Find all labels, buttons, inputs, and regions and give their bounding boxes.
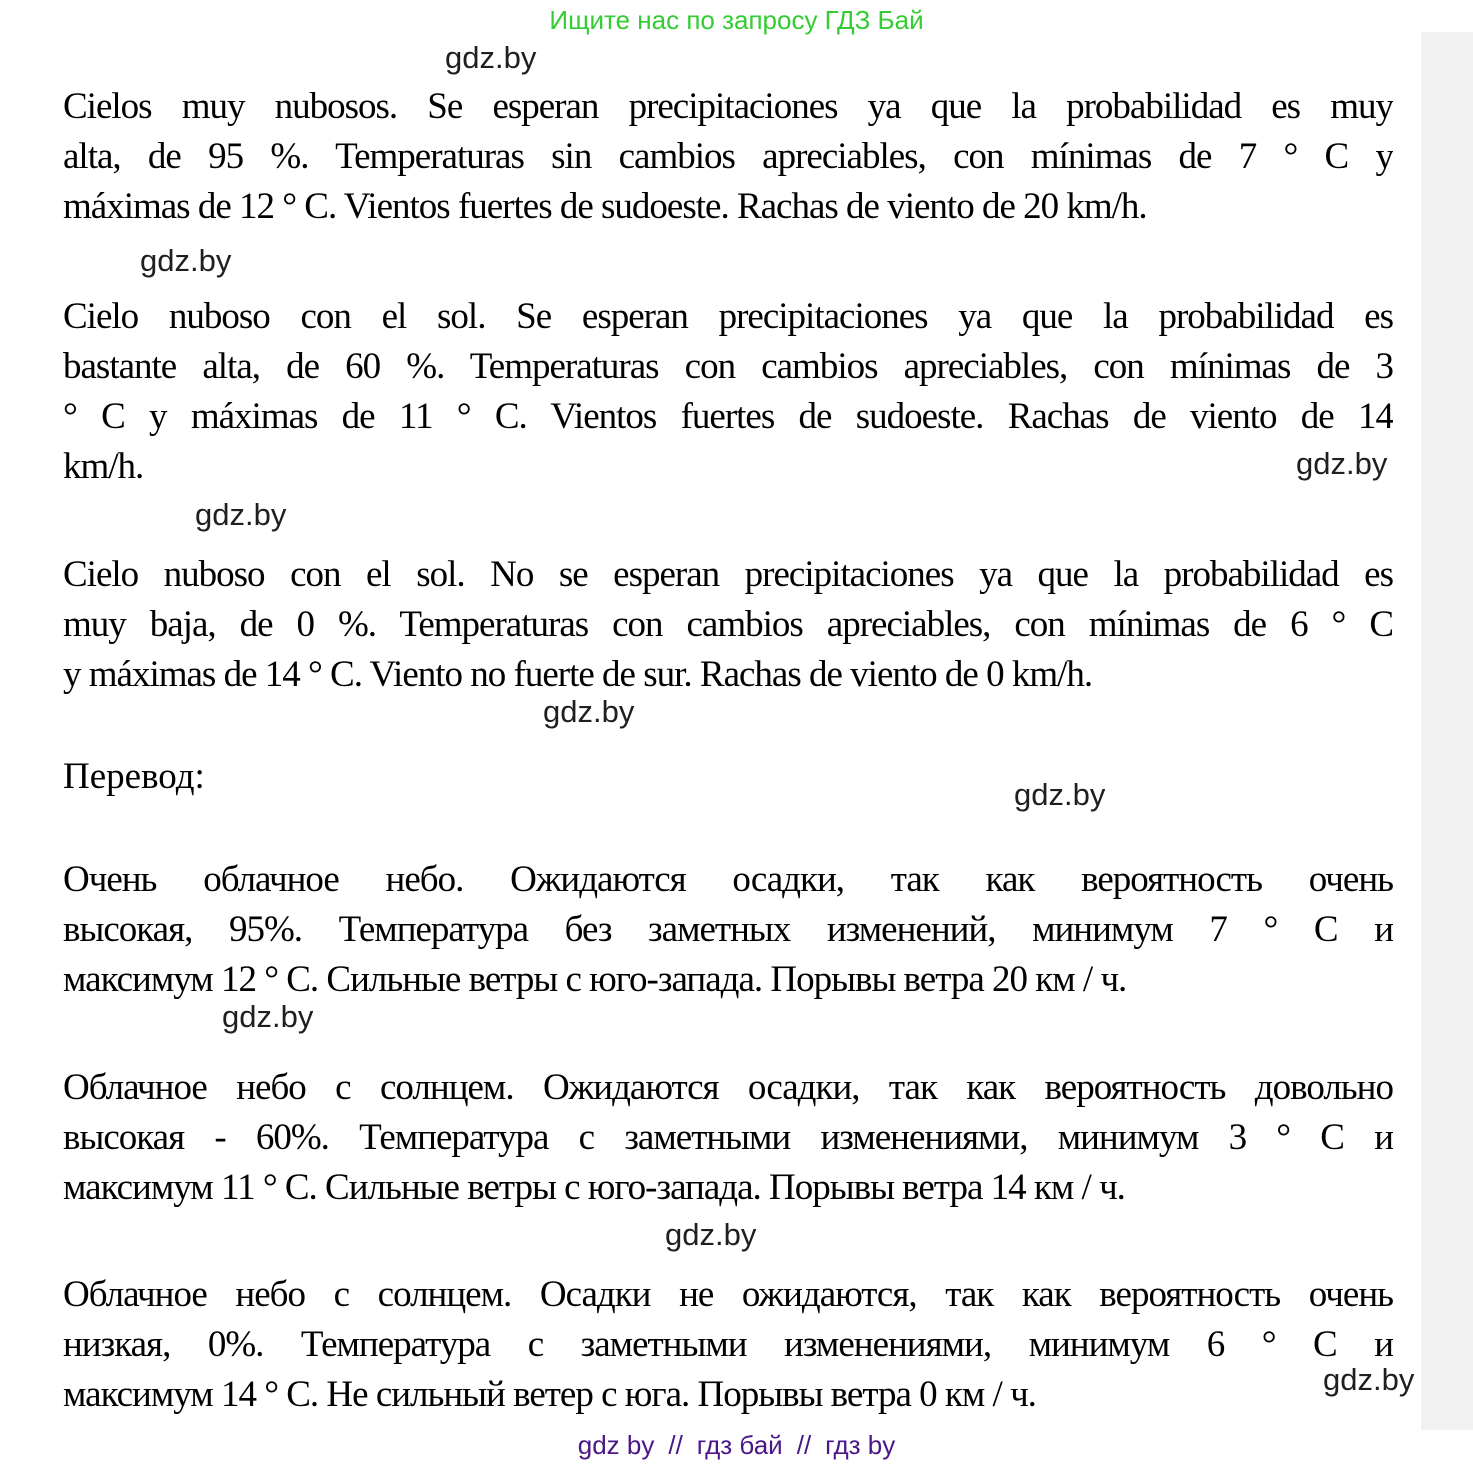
- gdz-watermark: gdz.by: [665, 1217, 757, 1252]
- promo-banner: Ищите нас по запросу ГДЗ Бай: [549, 5, 924, 35]
- text-line: Облачное небо с солнцем. Ожидаются осадки, так как вероятность довольно: [63, 1067, 1393, 1108]
- text-line: Облачное небо с солнцем. Осадки не ожидаются, так как вероятность очень: [63, 1274, 1393, 1315]
- text-line: Очень облачное небо. Ожидаются осадки, так как вероятность очень: [63, 859, 1393, 900]
- footer-separator: //: [668, 1430, 683, 1460]
- text-line: bastante alta, de 60 %. Temperaturas con cambios apreciables, con mínimas de 3: [63, 346, 1393, 387]
- text-line: максимум 12 ° С. Сильные ветры с юго-запада. Порывы ветра 20 км / ч.: [63, 959, 1127, 1000]
- russian-paragraph-1: [63, 855, 1393, 1005]
- page-edge-strip: [1421, 32, 1473, 1430]
- text-line: muy baja, de 0 %. Temperaturas con cambios apreciables, con mínimas de 6 ° C: [63, 604, 1393, 645]
- footer-separator: //: [796, 1430, 812, 1460]
- footer-link-gdz-by[interactable]: gdz by: [577, 1430, 655, 1460]
- translation-heading: Перевод:: [63, 756, 205, 797]
- text-line: высокая - 60%. Температура с заметными изменениями, минимум 3 ° С и: [63, 1117, 1393, 1158]
- gdz-watermark: gdz.by: [1296, 446, 1388, 481]
- gdz-watermark: gdz.by: [1323, 1362, 1415, 1397]
- text-line: alta, de 95 %. Temperaturas sin cambios apreciables, con mínimas de 7 ° C y: [63, 136, 1393, 177]
- gdz-watermark: gdz.by: [222, 999, 314, 1034]
- gdz-watermark: gdz.by: [140, 243, 232, 278]
- footer-links: [0, 1430, 1473, 1461]
- spanish-paragraph-1: [63, 82, 1393, 232]
- text-line: Cielo nuboso con el sol. Se esperan precipitaciones ya que la probabilidad es: [63, 296, 1393, 337]
- text-line: максимум 14 ° С. Не сильный ветер с юга. Порывы ветра 0 км / ч.: [63, 1374, 1036, 1415]
- text-line: ° C y máximas de 11 ° C. Vientos fuertes de sudoeste. Rachas de viento de 14: [63, 396, 1393, 437]
- gdz-watermark: gdz.by: [195, 497, 287, 532]
- text-line: máximas de 12 ° C. Vientos fuertes de sudoeste. Rachas de viento de 20 km/h.: [63, 186, 1147, 227]
- text-line: km/h.: [63, 446, 144, 487]
- spanish-paragraph-3: [63, 550, 1393, 700]
- russian-paragraph-2: [63, 1063, 1393, 1213]
- text-line: Cielo nuboso con el sol. No se esperan precipitaciones ya que la probabilidad es: [63, 554, 1393, 595]
- text-line: Cielos muy nubosos. Se esperan precipitaciones ya que la probabilidad es muy: [63, 86, 1393, 127]
- gdz-watermark: gdz.by: [1014, 777, 1106, 812]
- text-line: y máximas de 14 ° C. Viento no fuerte de sur. Rachas de viento de 0 km/h.: [63, 654, 1093, 695]
- text-line: низкая, 0%. Температура с заметными изменениями, минимум 6 ° С и: [63, 1324, 1393, 1365]
- russian-paragraph-3: [63, 1270, 1393, 1420]
- footer-link-gdz-by-2[interactable]: гдз by: [825, 1430, 896, 1460]
- spanish-paragraph-2: [63, 292, 1393, 492]
- text-line: максимум 11 ° С. Сильные ветры с юго-запада. Порывы ветра 14 км / ч.: [63, 1167, 1125, 1208]
- gdz-watermark: gdz.by: [445, 40, 537, 75]
- text-line: высокая, 95%. Температура без заметных изменений, минимум 7 ° С и: [63, 909, 1393, 950]
- gdz-watermark: gdz.by: [543, 694, 635, 729]
- footer-link-gdz-bai[interactable]: гдз бай: [696, 1430, 783, 1460]
